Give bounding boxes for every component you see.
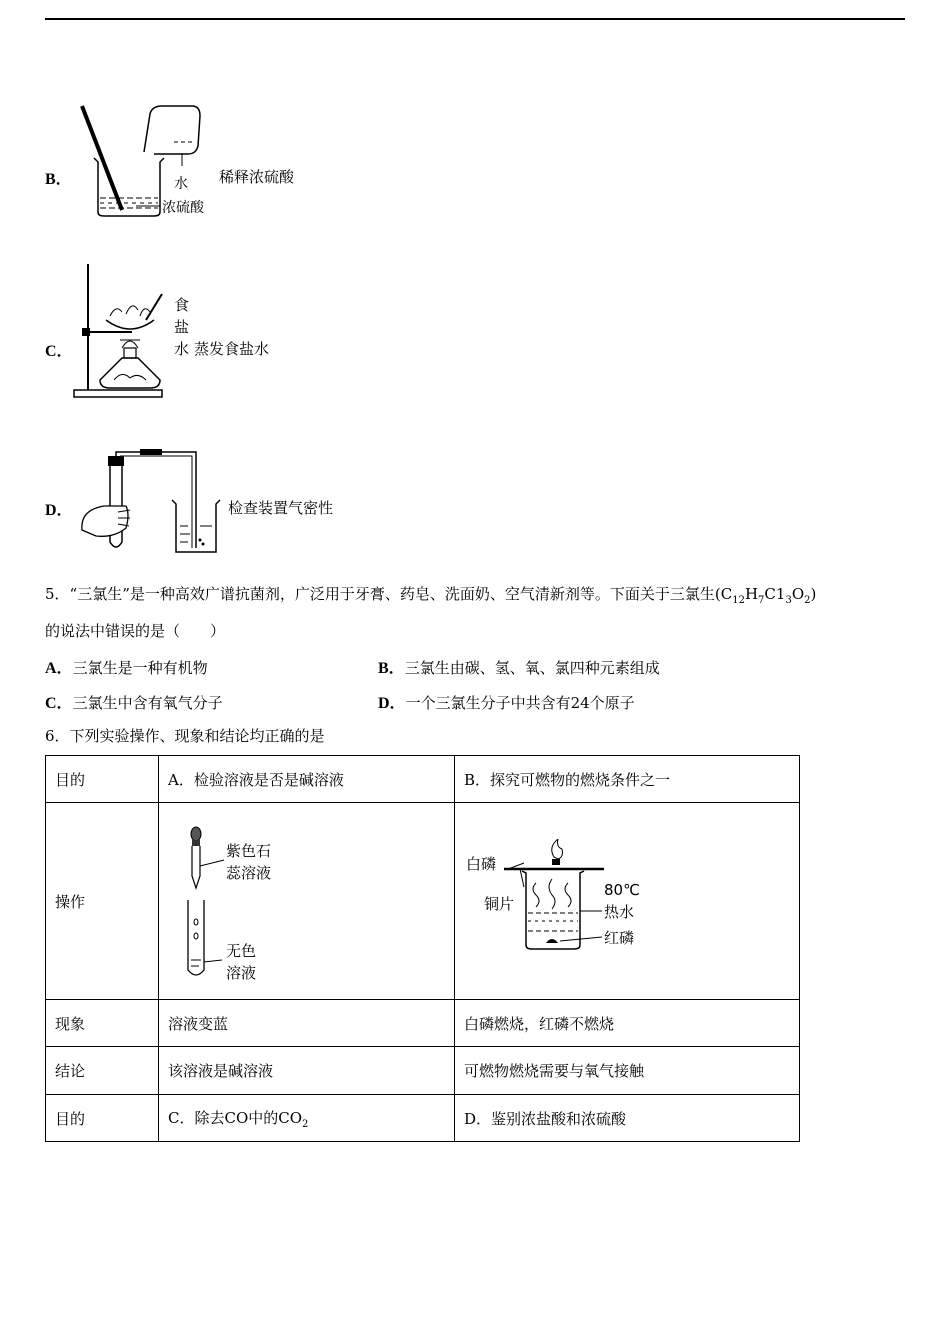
cell-conclusion-label: 结论 (46, 1047, 159, 1095)
cell-purpose-label: 目的 (46, 756, 159, 803)
label-c-1: 食 (174, 296, 190, 314)
option-d-caption: 检查装置气密性 (228, 499, 334, 517)
b-label-temp: 80℃ (604, 881, 640, 899)
q5-option-b[interactable]: B．三氯生由碳、氢、氧、氯四种元素组成 (378, 659, 660, 677)
cell-a-operation (159, 803, 455, 1000)
b-label-red-p: 红磷 (604, 929, 635, 947)
a-label-top1: 紫色石 (226, 842, 272, 860)
airtightness-figure (74, 444, 224, 556)
cell-b-conclusion: 可燃物燃烧需要与氧气接触 (455, 1047, 800, 1095)
b-label-copper: 铜片 (484, 895, 515, 913)
dilute-acid-figure (78, 102, 218, 218)
cell-purpose-label-2: 目的 (46, 1095, 159, 1142)
a-label-bottom2: 溶液 (226, 964, 257, 982)
b-label-white-p: 白磷 (466, 855, 497, 873)
cell-c-purpose: C．除去CO中的$CO_2$ (159, 1095, 455, 1142)
label-conc-acid: 浓硫酸 (162, 200, 204, 216)
a-label-bottom1: 无色 (226, 942, 257, 960)
q6-stem: 6．下列实验操作、现象和结论均正确的是 (45, 727, 325, 745)
formula-part: 7 (758, 595, 765, 606)
q5-option-d[interactable]: D．一个三氯生分子中共含有24个原子 (378, 694, 635, 712)
cell-d-purpose: D．鉴别浓盐酸和浓硫酸 (455, 1095, 800, 1142)
formula-part: O (791, 585, 805, 603)
q5-stem-line1: 5．“三氯生”是一种高效广谱抗菌剂，广泛用于牙膏、药皂、洗面奶、空气清新剂等。下面关于三氯生$(C_{12}H_7C1_3O_2)$ (45, 585, 817, 606)
cell-b-operation (455, 803, 800, 1000)
q5-formula (732, 585, 817, 606)
q5-stem-line2: 的说法中错误的是（ ） (45, 622, 226, 640)
cell-b-purpose: B．探究可燃物的燃烧条件之一 (455, 756, 800, 803)
cell-phenomenon-label: 现象 (46, 1000, 159, 1047)
cell-a-phenomenon: 溶液变蓝 (159, 1000, 455, 1047)
formula-part: 2 (804, 595, 811, 606)
cell-a-purpose: A．检验溶液是否是碱溶液 (159, 756, 455, 803)
formula-part: 3 (785, 595, 792, 606)
option-b-letter: B． (45, 171, 72, 188)
cell-a-conclusion: 该溶液是碱溶液 (159, 1047, 455, 1095)
combustion-figure (464, 839, 654, 959)
evaporate-figure (70, 262, 195, 402)
label-c-2: 盐 (174, 318, 190, 336)
experiment-table (45, 755, 800, 1142)
formula-part: C1 (764, 585, 786, 603)
option-b-caption: 稀释浓硫酸 (219, 168, 295, 186)
cell-operation-label: 操作 (46, 803, 159, 1000)
formula-part: H (744, 585, 759, 603)
label-water: 水 (174, 176, 188, 192)
label-c-3: 水 (174, 340, 190, 358)
b-label-hot-water: 热水 (604, 903, 635, 921)
option-c-letter: C． (45, 343, 73, 360)
cell-b-phenomenon: 白磷燃烧，红磷不燃烧 (455, 1000, 800, 1047)
a-label-top2: 蕊溶液 (226, 864, 272, 882)
header-rule (45, 18, 905, 20)
q5-option-c[interactable]: C．三氯生中含有氧气分子 (45, 694, 223, 712)
litmus-figure (168, 814, 308, 984)
option-d-letter: D． (45, 502, 73, 519)
formula-part: 12 (732, 595, 745, 606)
option-c-caption: 蒸发食盐水 (194, 340, 270, 358)
formula-part: ) (810, 585, 817, 603)
q5-option-a[interactable]: A．三氯生是一种有机物 (45, 659, 208, 677)
